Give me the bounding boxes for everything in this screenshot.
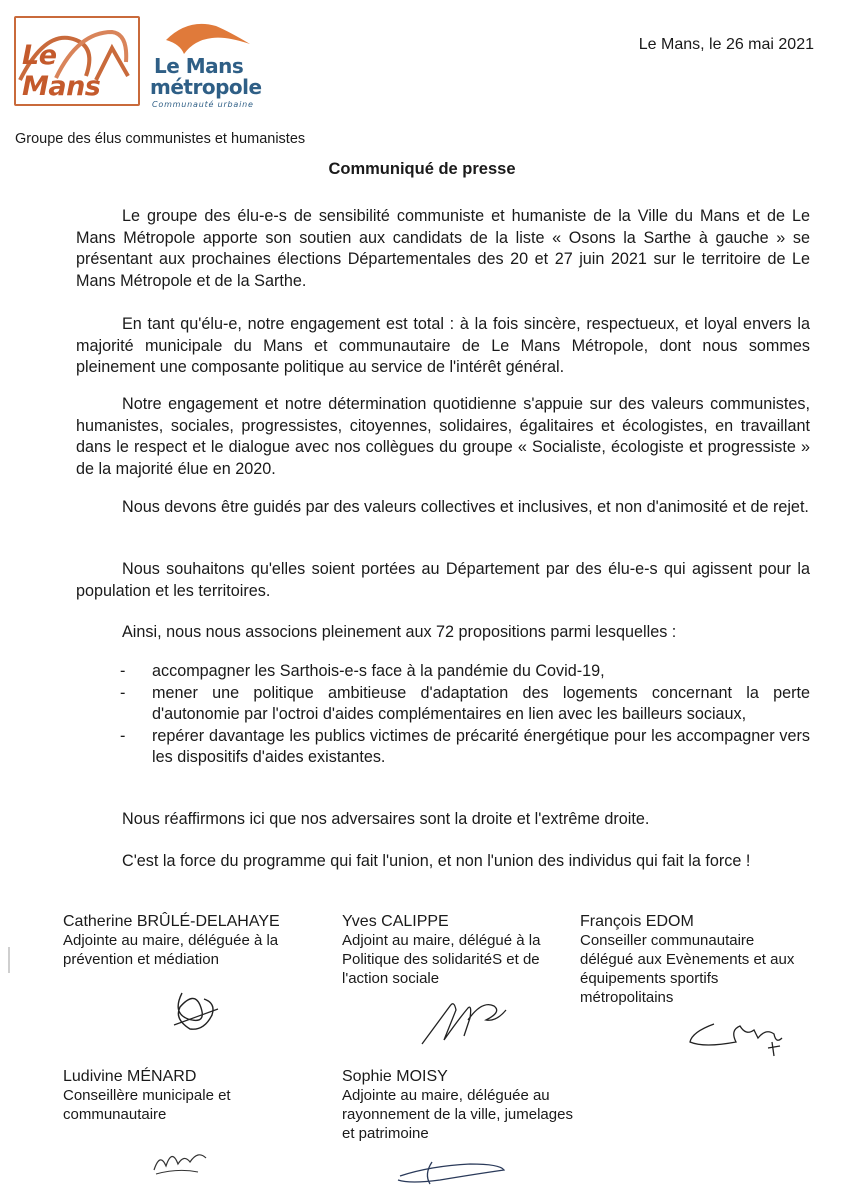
closing-1	[76, 809, 810, 831]
signatory-role: Adjointe au maire, déléguée au rayonnement de la ville, jumelages et patrimoine	[342, 1087, 573, 1142]
list-item	[120, 661, 810, 683]
metro-logo-line2: métropole	[150, 75, 262, 99]
signatory-1	[63, 913, 321, 969]
dash-bullet-icon: -	[120, 683, 126, 702]
paragraph-5	[76, 559, 810, 602]
signatory-name: Catherine BRÛLÉ-DELAHAYE	[63, 913, 280, 930]
le-mans-logo-text: Le Mans	[22, 40, 101, 102]
paragraph-3	[76, 394, 810, 480]
signatory-role: Conseillère municipale et communautaire	[63, 1087, 231, 1123]
metro-logo-line1: Le Mans	[154, 54, 244, 78]
signature-edom	[684, 1012, 794, 1062]
signatory-4	[63, 1068, 303, 1124]
paragraph-2	[76, 314, 810, 379]
scan-artifact	[8, 947, 10, 973]
signatory-role: Adjoint au maire, délégué à la Politique des solidaritéS et de l'action sociale	[342, 932, 541, 987]
paragraph-text: En tant qu'élu-e, notre engagement est total : à la fois sincère, respectueux, et loyal envers la majorité municipale du Mans et communautaire de Le Mans Métropole, dont nous sommes pleinement une composante politique au service de l'intérêt général.	[76, 315, 810, 376]
date-line: Le Mans, le 26 mai 2021	[638, 36, 814, 53]
metro-logo-tagline: Communauté urbaine	[152, 100, 254, 109]
paragraph-text: Notre engagement et notre détermination quotidienne s'appuie sur des valeurs communistes, humanistes, sociales, progressistes, citoyennes, solidaires, égalitaires et écologistes, en travaillant dans le respect et le dialogue avec nos collègues du groupe « Socialiste, écologiste et progressiste » de la majorité élue en 2020.	[76, 395, 810, 478]
paragraph-4	[76, 497, 810, 519]
page-title: Communiqué de presse	[328, 160, 516, 178]
paragraph-text: Ainsi, nous nous associons pleinement aux 72 propositions parmi lesquelles :	[122, 623, 677, 641]
paragraph-text: Nous devons être guidés par des valeurs collectives et inclusives, et non d'animosité et de rejet.	[122, 498, 809, 516]
paragraph-1	[76, 206, 810, 292]
signature-calippe	[410, 990, 520, 1050]
list-item-text: accompagner les Sarthois-e-s face à la pandémie du Covid-19,	[152, 662, 605, 680]
dash-bullet-icon: -	[120, 726, 126, 745]
signatory-2	[342, 913, 568, 988]
signatory-name: Yves CALIPPE	[342, 913, 449, 930]
bird-icon	[146, 14, 266, 58]
signatory-name: Sophie MOISY	[342, 1068, 448, 1085]
list-item-text: repérer davantage les publics victimes de précarité énergétique pour les accompagner vers les dispositifs d'aides existantes.	[152, 726, 810, 766]
signatory-name: François EDOM	[580, 913, 694, 930]
list-item-text: mener une politique ambitieuse d'adaptation des logements concernant la perte d'autonomie par l'octroi d'aides complémentaires en lien avec les bailleurs sociaux,	[152, 683, 810, 723]
signatory-role: Conseiller communautaire délégué aux Evènements et aux équipements sportifs métropolitains	[580, 932, 795, 1006]
proposal-list	[120, 661, 810, 769]
paragraph-text: C'est la force du programme qui fait l'union, et non l'union des individus qui fait la force !	[122, 852, 751, 870]
list-item	[120, 683, 810, 726]
paragraph-text: Nous souhaitons qu'elles soient portées au Département par des élu-e-s qui agissent pour la population et les territoires.	[76, 560, 810, 600]
dash-bullet-icon: -	[120, 662, 126, 680]
paragraph-6	[76, 622, 810, 644]
le-mans-logo	[14, 16, 140, 106]
paragraph-text: Le groupe des élu-e-s de sensibilité communiste et humaniste de la Ville du Mans et de Le Mans Métropole apporte son soutien aux candidats de la liste « Osons la Sarthe à gauche » se présentant aux prochaines élections Départementales des 20 et 27 juin 2021 sur le territoire de Le Mans Métropole et de la Sarthe.	[76, 207, 810, 290]
le-mans-metropole-logo	[146, 14, 266, 114]
signature-menard	[148, 1140, 218, 1180]
paragraph-text: Nous réaffirmons ici que nos adversaires sont la droite et l'extrême droite.	[122, 810, 650, 828]
closing-2	[76, 851, 810, 873]
signature-moisy	[380, 1150, 520, 1190]
list-item	[120, 726, 810, 769]
signature-brule-delahaye	[160, 985, 240, 1035]
signatory-role: Adjointe au maire, déléguée à la prévention et médiation	[63, 932, 279, 968]
signatory-3	[580, 913, 810, 1007]
signatory-5	[342, 1068, 582, 1143]
group-name: Groupe des élus communistes et humanistes	[15, 131, 306, 147]
signatory-name: Ludivine MÉNARD	[63, 1068, 197, 1085]
